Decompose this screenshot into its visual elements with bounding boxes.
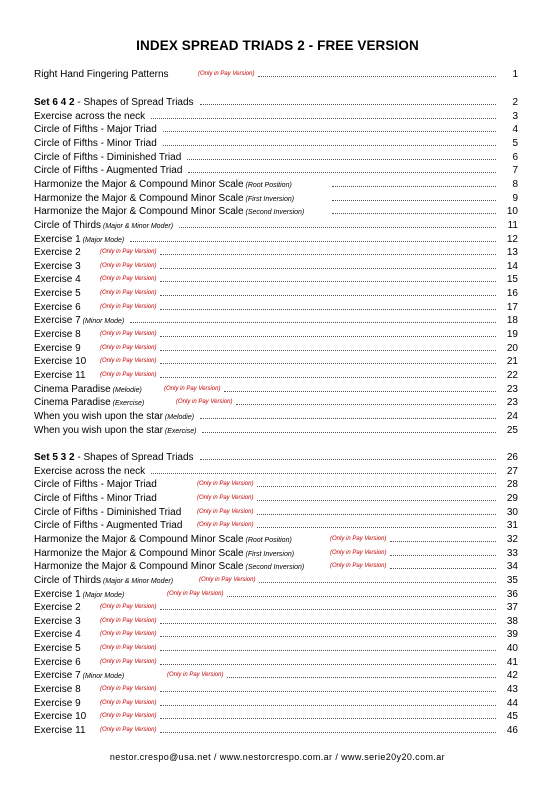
toc-entry-title: Exercise 4	[34, 629, 81, 641]
toc-entry-label	[34, 137, 157, 150]
toc-entry[interactable]	[34, 615, 518, 628]
pay-version-note: (Only in Pay Version)	[100, 631, 157, 638]
dot-leader	[257, 500, 496, 501]
toc-entry[interactable]	[34, 710, 518, 723]
dot-leader	[160, 336, 496, 337]
pay-version-note: (Only in Pay Version)	[100, 645, 157, 652]
toc-page-number: 24	[506, 410, 518, 422]
toc-entry-title: Cinema Paradise	[34, 383, 111, 395]
toc-entry-label	[34, 465, 145, 478]
dot-leader	[160, 623, 496, 624]
toc-entry-title: Circle of Fifths - Augmented Triad	[34, 165, 183, 177]
toc-entry-title: Exercise 2	[34, 602, 81, 614]
dot-leader	[160, 268, 496, 269]
toc-entry-title: Exercise 9	[34, 342, 81, 354]
toc-entry-title: Harmonize the Major & Compound Minor Scale	[34, 178, 244, 190]
toc-entry-title: Circle of Fifths - Major Triad	[34, 479, 157, 491]
toc-entry-title: Exercise 9	[34, 697, 81, 709]
dot-leader	[332, 186, 496, 187]
dot-leader	[151, 473, 496, 474]
pay-version-note: (Only in Pay Version)	[100, 372, 157, 378]
toc-entry-title: Circle of Thirds	[34, 574, 102, 586]
toc-entry-title: Circle of Fifths - Diminished Triad	[34, 506, 182, 518]
toc-entry-title: Circle of Thirds	[34, 219, 102, 231]
toc-entry-subtitle: (Major Mode)	[80, 236, 125, 244]
dot-leader	[130, 322, 496, 323]
toc-entry-title: Exercise 1	[34, 588, 81, 600]
toc-entry[interactable]	[34, 451, 518, 464]
pay-version-note: (Only in Pay Version)	[330, 535, 387, 542]
toc-entry-title: Exercise 2	[34, 247, 81, 259]
toc-page-number: 39	[506, 629, 518, 641]
toc-entry-label	[34, 656, 81, 669]
toc-entry-subtitle: (Second Inversion)	[243, 564, 305, 572]
dot-leader	[202, 432, 496, 433]
toc-entry-label	[34, 547, 294, 561]
toc-entry-label	[34, 219, 173, 233]
toc-entry[interactable]	[34, 492, 518, 505]
toc-entry-title: Exercise 6	[34, 656, 81, 668]
toc-entry[interactable]	[34, 68, 518, 81]
pay-version-note: (Only in Pay Version)	[176, 399, 233, 406]
toc-entry-subtitle: (Second Inversion)	[243, 209, 305, 217]
pay-version-note: (Only in Pay Version)	[330, 563, 387, 570]
toc-entry-label	[34, 369, 86, 382]
dot-leader	[200, 418, 496, 419]
toc-entry-title: Harmonize the Major & Compound Minor Scale	[34, 547, 244, 559]
toc-entry[interactable]	[34, 246, 518, 259]
toc-page-number: 11	[507, 219, 518, 231]
toc-entry-label	[34, 519, 182, 532]
toc-page-number: 14	[506, 260, 518, 272]
toc-page-number: 18	[506, 315, 518, 327]
toc-page-number: 19	[506, 329, 518, 341]
toc-entry-label	[34, 273, 81, 286]
toc-entry-label	[34, 683, 81, 696]
toc-page-number: 2	[512, 97, 518, 108]
dot-leader	[160, 636, 496, 637]
section-heading: Set 5 3 2	[34, 452, 75, 463]
pay-version-note: (Only in Pay Version)	[100, 249, 157, 256]
toc-entry-title: Exercise 10	[34, 711, 87, 723]
toc-entry[interactable]	[34, 724, 518, 737]
pay-version-note: (Only in Pay Version)	[164, 385, 221, 392]
dot-leader	[160, 650, 496, 651]
toc-entry[interactable]	[34, 164, 518, 177]
dot-leader	[151, 118, 496, 119]
toc-entry[interactable]	[34, 574, 518, 587]
dot-leader	[227, 677, 496, 678]
toc-page-number: 12	[506, 233, 518, 245]
pay-version-note: (Only in Pay Version)	[100, 658, 157, 665]
pay-version-note: (Only in Pay Version)	[197, 508, 254, 515]
pay-version-note: (Only in Pay Version)	[100, 699, 157, 706]
pay-version-note: (Only in Pay Version)	[198, 71, 255, 77]
toc-entry-title: Exercise across the neck	[34, 110, 146, 122]
toc-page-number: 9	[512, 192, 518, 204]
toc-page-number: 41	[506, 656, 518, 668]
dot-leader	[224, 391, 496, 392]
toc-entry-title: When you wish upon the star	[34, 410, 163, 422]
toc-entry-subtitle: (Root Position)	[243, 536, 292, 544]
toc-entry-label	[34, 560, 304, 574]
pay-version-note: (Only in Pay Version)	[100, 686, 157, 693]
toc-page-number: 13	[506, 247, 518, 259]
toc-entry-label	[34, 574, 173, 588]
toc-entry-label	[34, 506, 181, 519]
toc-page-number: 46	[506, 725, 518, 736]
toc-entry[interactable]	[34, 396, 518, 409]
toc-page-number: 6	[512, 151, 518, 163]
pay-version-note: (Only in Pay Version)	[330, 549, 387, 556]
toc-entry-subtitle: (Minor Mode)	[80, 673, 125, 681]
toc-entry-label	[34, 205, 304, 219]
toc-entry-title: Exercise 3	[34, 615, 81, 627]
toc-page-number: 20	[506, 342, 518, 354]
toc-page-number: 43	[506, 684, 518, 696]
pay-version-note: (Only in Pay Version)	[197, 494, 254, 501]
toc-entry-title: Harmonize the Major & Compound Minor Scale	[34, 561, 244, 573]
toc-entry[interactable]	[34, 301, 518, 314]
toc-entry-title: When you wish upon the star	[34, 424, 163, 436]
toc-entry-label	[34, 697, 81, 710]
dot-leader	[236, 404, 496, 405]
toc-entry[interactable]	[34, 110, 518, 123]
toc-entry[interactable]	[34, 424, 518, 437]
toc-entry[interactable]	[34, 478, 518, 491]
toc-page-number: 8	[512, 178, 518, 190]
dot-leader	[257, 486, 496, 487]
toc-entry-title: Exercise 6	[34, 301, 81, 313]
toc-page-number: 5	[512, 137, 518, 149]
pay-version-note: (Only in Pay Version)	[100, 713, 157, 720]
toc-entry[interactable]	[34, 601, 518, 614]
dot-leader	[130, 241, 496, 242]
toc-page-number: 38	[506, 615, 518, 627]
toc-page-number: 30	[506, 506, 518, 518]
toc-page-number: 44	[506, 697, 518, 709]
toc-entry[interactable]	[34, 355, 518, 368]
toc-entry-subtitle: (Major Mode)	[80, 591, 125, 599]
toc-page-number: 7	[512, 165, 518, 177]
toc-page-number: 34	[506, 561, 518, 573]
dot-leader	[227, 596, 496, 597]
toc-entry-label	[34, 96, 194, 109]
toc-entry-title: Circle of Fifths - Major Triad	[34, 124, 157, 136]
dot-leader	[188, 172, 496, 173]
toc-page-number: 40	[506, 643, 518, 655]
toc-entry-title: Exercise 4	[34, 274, 81, 286]
dot-leader	[160, 664, 496, 665]
toc-entry-title: Harmonize the Major & Compound Minor Scale	[34, 533, 244, 545]
toc-page-number: 16	[506, 288, 518, 300]
toc-page-number: 22	[506, 370, 518, 381]
toc-entry-title: - Shapes of Spread Triads	[74, 97, 194, 108]
toc-entry[interactable]	[34, 328, 518, 341]
toc-entry-title: Circle of Fifths - Augmented Triad	[34, 520, 183, 532]
toc-entry-title: Exercise 11	[34, 725, 86, 736]
dot-leader	[160, 609, 496, 610]
pay-version-note: (Only in Pay Version)	[100, 358, 157, 365]
toc-entry-subtitle: (First Inversion)	[243, 550, 295, 558]
dot-leader	[160, 281, 496, 282]
toc-entry[interactable]	[34, 506, 518, 519]
toc-entry[interactable]	[34, 656, 518, 669]
toc-page-number: 1	[512, 69, 518, 80]
pay-version-note: (Only in Pay Version)	[100, 290, 157, 297]
toc-entry[interactable]	[34, 123, 518, 136]
toc-entry-title: Exercise 11	[34, 370, 86, 381]
toc-entry[interactable]	[34, 697, 518, 710]
toc-entry-title: Exercise 8	[34, 684, 81, 696]
dot-leader	[160, 705, 496, 706]
toc-page-number: 4	[512, 124, 518, 136]
pay-version-note: (Only in Pay Version)	[100, 276, 157, 283]
dot-leader	[160, 309, 496, 310]
toc-entry-label	[34, 601, 81, 614]
toc-entry-title: Exercise across the neck	[34, 465, 146, 477]
dot-leader	[257, 514, 496, 515]
toc-entry-label	[34, 396, 144, 410]
toc-entry-label	[34, 383, 142, 397]
page-title: INDEX SPREAD TRIADS 2 - FREE VERSION	[136, 38, 419, 53]
toc-entry[interactable]	[34, 233, 518, 246]
toc-entry-title: Exercise 1	[34, 233, 81, 245]
dot-leader	[200, 104, 496, 105]
pay-version-note: (Only in Pay Version)	[197, 481, 254, 488]
toc-entry-subtitle: (Root Position)	[243, 181, 292, 189]
dot-leader	[390, 555, 496, 556]
toc-entry-subtitle: (Exercise)	[110, 400, 145, 408]
toc-entry-label	[34, 110, 145, 123]
toc-entry-label	[34, 724, 86, 737]
toc-entry-label	[34, 533, 292, 547]
pay-version-note: (Only in Pay Version)	[167, 672, 224, 679]
toc-page-number: 32	[506, 533, 518, 545]
toc-entry-subtitle: (Minor Mode)	[80, 318, 125, 326]
toc-entry-title: Harmonize the Major & Compound Minor Scale	[34, 192, 244, 204]
toc-entry[interactable]	[34, 383, 518, 396]
dot-leader	[160, 377, 496, 378]
toc-entry-subtitle: (First Inversion)	[243, 195, 295, 203]
pay-version-note: (Only in Pay Version)	[100, 344, 157, 351]
toc-entry[interactable]	[34, 669, 518, 682]
toc-entry-label	[34, 314, 124, 328]
toc-entry-label	[34, 492, 157, 505]
toc-page-number: 23	[506, 397, 518, 409]
toc-entry-label	[34, 478, 157, 491]
toc-entry-label	[34, 410, 194, 424]
toc-entry-title: Exercise 10	[34, 356, 87, 368]
toc-page-number: 45	[506, 711, 518, 723]
toc-entry[interactable]	[34, 533, 518, 546]
dot-leader	[390, 541, 496, 542]
toc-entry[interactable]	[34, 465, 518, 478]
toc-entry[interactable]	[34, 547, 518, 560]
toc-entry[interactable]	[34, 205, 518, 218]
toc-entry-title: Circle of Fifths - Minor Triad	[34, 492, 157, 504]
dot-leader	[390, 568, 496, 569]
toc-entry[interactable]	[34, 151, 518, 164]
toc-page-number: 17	[506, 301, 518, 313]
toc-entry-title: Exercise 5	[34, 288, 81, 300]
dot-leader	[258, 76, 496, 77]
toc-entry[interactable]	[34, 96, 518, 109]
pay-version-note: (Only in Pay Version)	[100, 727, 157, 733]
toc-entry[interactable]	[34, 260, 518, 273]
toc-entry-title: Exercise 8	[34, 329, 81, 341]
toc-entry-title: Right Hand Fingering Patterns	[34, 69, 169, 80]
toc-entry-title: Cinema Paradise	[34, 397, 111, 409]
dot-leader	[160, 350, 496, 351]
toc-page-number: 35	[506, 574, 518, 586]
dot-leader	[163, 145, 496, 146]
dot-leader	[332, 213, 496, 214]
toc-entry[interactable]	[34, 287, 518, 300]
toc-page-number: 26	[506, 452, 518, 463]
toc-entry-subtitle: (Exercise)	[162, 427, 197, 435]
pay-version-note: (Only in Pay Version)	[100, 303, 157, 310]
pay-version-note: (Only in Pay Version)	[100, 604, 157, 611]
dot-leader	[187, 159, 496, 160]
toc-page-number: 33	[506, 547, 518, 559]
toc-entry-label	[34, 246, 81, 259]
toc-entry-label	[34, 451, 194, 464]
toc-entry[interactable]	[34, 560, 518, 573]
toc-entry[interactable]	[34, 369, 518, 382]
toc-entry-label	[34, 424, 196, 438]
toc-entry[interactable]	[34, 642, 518, 655]
toc-entry-label	[34, 615, 81, 628]
pay-version-note: (Only in Pay Version)	[197, 522, 254, 529]
toc-entry[interactable]	[34, 137, 518, 150]
toc-page-number: 15	[506, 274, 518, 286]
toc-entry-label	[34, 178, 292, 192]
toc-entry-label	[34, 233, 124, 247]
toc-page-number: 10	[506, 206, 518, 218]
toc-entry-title: Exercise 7	[34, 670, 81, 682]
toc-page-number: 36	[506, 588, 518, 600]
dot-leader	[200, 459, 496, 460]
dot-leader	[160, 691, 496, 692]
toc-entry-label	[34, 710, 86, 723]
dot-leader	[257, 527, 496, 528]
toc-page-number: 31	[506, 520, 518, 532]
toc-entry-label	[34, 151, 181, 164]
toc-entry[interactable]	[34, 628, 518, 641]
dot-leader	[160, 295, 496, 296]
toc-entry-subtitle: (Major & Minor Moder)	[101, 222, 174, 230]
toc-entry-title: Exercise 5	[34, 643, 81, 655]
toc-page-number: 29	[506, 492, 518, 504]
toc-entry-title: Circle of Fifths - Minor Triad	[34, 137, 157, 149]
toc-entry-subtitle: (Melodie)	[162, 413, 195, 421]
toc-entry-subtitle: (Major & Minor Moder)	[101, 577, 174, 585]
toc-entry-label	[34, 123, 157, 136]
dot-leader	[160, 718, 496, 719]
dot-leader	[163, 131, 496, 132]
dot-leader	[332, 200, 496, 201]
toc-entry-title: - Shapes of Spread Triads	[74, 452, 194, 463]
toc-entry-label	[34, 355, 86, 368]
section-heading: Set 6 4 2	[34, 97, 75, 108]
toc-entry-label	[34, 642, 81, 655]
toc-entry-label	[34, 192, 294, 206]
pay-version-note: (Only in Pay Version)	[100, 617, 157, 624]
dot-leader	[160, 363, 496, 364]
dot-leader	[160, 254, 496, 255]
toc-page-number: 27	[506, 465, 518, 477]
dot-leader	[160, 732, 496, 733]
toc-entry-label	[34, 287, 81, 300]
toc-entry[interactable]	[34, 588, 518, 601]
toc-entry[interactable]	[34, 410, 518, 423]
toc-entry-title: Exercise 3	[34, 260, 81, 272]
toc-page-number: 25	[506, 424, 518, 436]
toc-entry[interactable]	[34, 219, 518, 232]
toc-entry-title: Exercise 7	[34, 315, 81, 327]
toc-entry-label	[34, 588, 124, 602]
pay-version-note: (Only in Pay Version)	[100, 262, 157, 269]
toc-entry[interactable]	[34, 342, 518, 355]
toc-entry-title: Circle of Fifths - Diminished Triad	[34, 151, 182, 163]
toc-entry[interactable]	[34, 273, 518, 286]
toc-entry[interactable]	[34, 683, 518, 696]
toc-entry[interactable]	[34, 192, 518, 205]
toc-entry-label	[34, 68, 169, 81]
pay-version-note: (Only in Pay Version)	[167, 590, 224, 597]
toc-entry[interactable]	[34, 178, 518, 191]
toc-entry[interactable]	[34, 519, 518, 532]
toc-page-number: 21	[506, 356, 518, 368]
toc-page-number: 28	[506, 479, 518, 491]
dot-leader	[259, 582, 496, 583]
toc-page-number: 42	[506, 670, 518, 682]
toc-entry-label	[34, 628, 81, 641]
dot-leader	[179, 227, 496, 228]
toc-entry-subtitle: (Melodie)	[110, 386, 142, 394]
toc-entry-label	[34, 328, 81, 341]
toc-entry-title: Harmonize the Major & Compound Minor Scale	[34, 206, 244, 218]
pay-version-note: (Only in Pay Version)	[199, 576, 256, 583]
toc-entry-label	[34, 164, 182, 177]
toc-page-number: 3	[512, 110, 518, 122]
toc-entry[interactable]	[34, 314, 518, 327]
footer-contact: nestor.crespo@usa.net / www.nestorcrespo.com.ar / www.serie20y20.com.ar	[109, 752, 446, 762]
pay-version-note: (Only in Pay Version)	[100, 331, 157, 338]
toc-page-number: 37	[506, 602, 518, 614]
toc-entry-label	[34, 669, 124, 683]
toc-page-number: 23	[506, 383, 518, 395]
toc-entry-label	[34, 260, 81, 273]
toc-entry-label	[34, 342, 81, 355]
toc-entry-label	[34, 301, 81, 314]
